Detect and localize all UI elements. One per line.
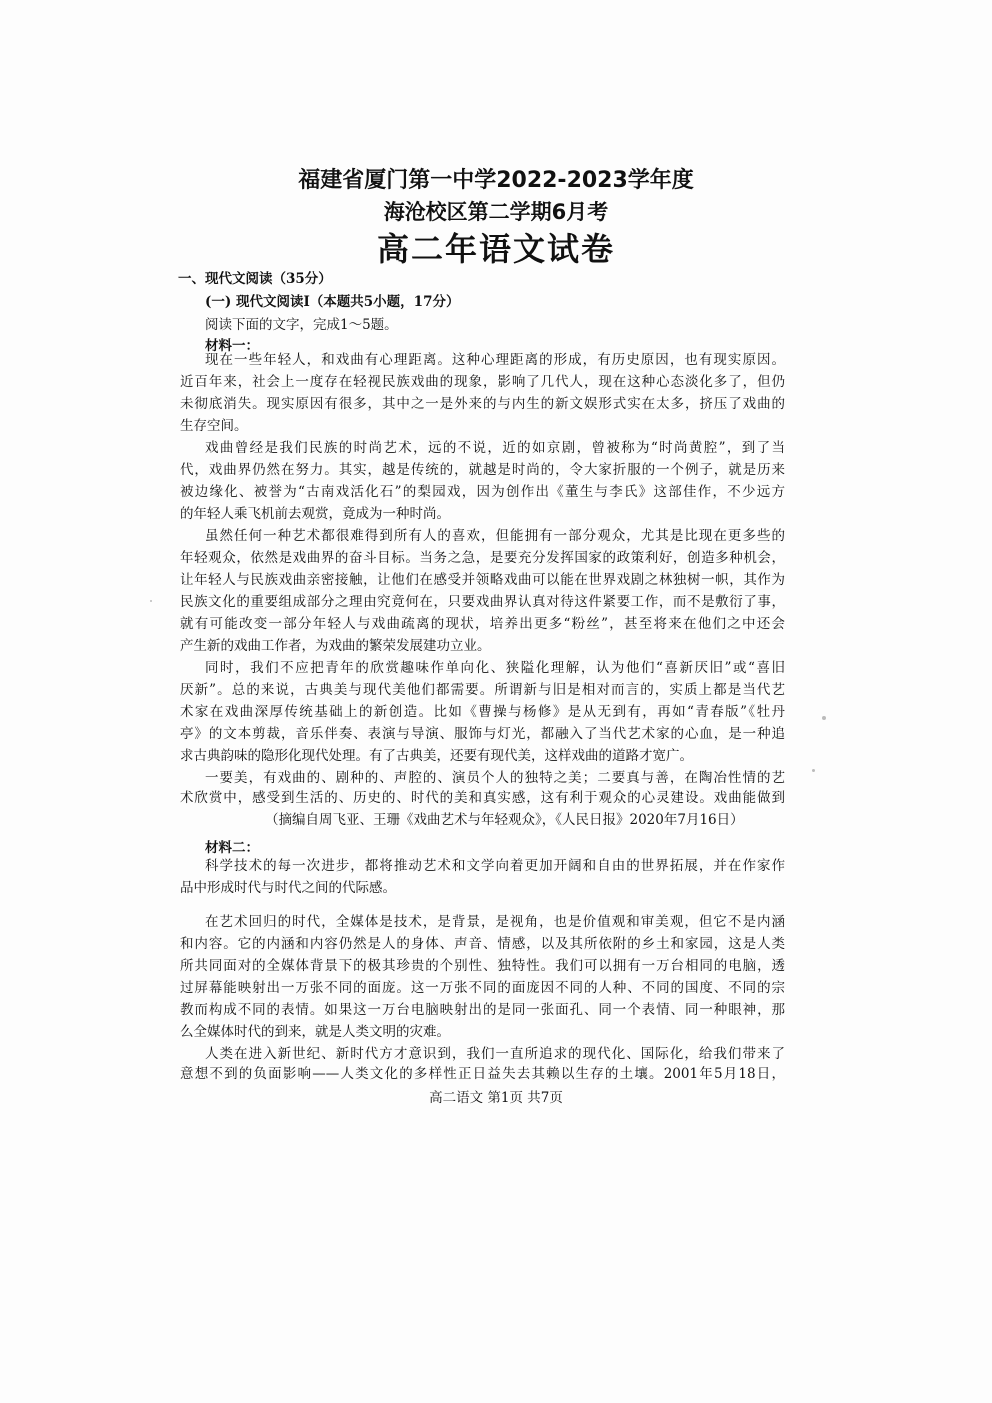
material-one-line: 让年轻人与民族戏曲亲密接触，让他们在感受并领略戏曲可以能在世界戏剧之林独树一帜，其作为 [180, 572, 785, 588]
material-one-line: 厌新”。总的来说，古典美与现代美他们都需要。所谓新与旧是相对而言的，实质上都是当代艺 [180, 682, 785, 698]
school-title: 福建省厦门第一中学2022-2023学年度 [298, 168, 694, 193]
reading-instruction: 阅读下面的文字，完成1～5题。 [205, 317, 398, 333]
section-heading: 一、现代文阅读（35分） [178, 271, 332, 287]
material-one-line: 就有可能改变一部分年轻人与戏曲疏离的现状，培养出更多“粉丝”，甚至将来在他们之中还会 [180, 616, 785, 632]
page-footer: 高二语文 第1页 共7页 [429, 1090, 563, 1106]
material-two-line: 意想不到的负面影响——人类文化的多样性正日益失去其赖以生存的土壤。2001年5月18日， [180, 1066, 785, 1082]
material-one-line: 被边缘化、被誉为“古南戏活化石”的梨园戏，因为创作出《董生与李氏》这部佳作，不少远方 [180, 484, 785, 500]
material-one-line: 近百年来，社会上一度存在轻视民族戏曲的现象，影响了几代人，现在这种心态淡化多了，但仍 [180, 374, 785, 390]
material-one-line: 的年轻人乘飞机前去观赏，竟成为一种时尚。 [180, 506, 450, 522]
material-one-line: 虽然任何一种艺术都很难得到所有人的喜欢，但能拥有一部分观众，尤其是比现在更多些的 [205, 528, 785, 544]
scan-speck [150, 600, 152, 602]
material-one-source: （摘编自周飞亚、王珊《戏曲艺术与年轻观众》，《人民日报》2020年7月16日） [265, 812, 744, 828]
material-two-label: 材料二： [205, 840, 259, 856]
material-one-line: 术家在戏曲深厚传统基础上的新创造。比如《曹操与杨修》是从无到有，再如“青春版”《牡丹 [180, 704, 785, 720]
material-two-line: 教而构成不同的表情。如果这一万台电脑映射出的是同一张面孔、同一个表情、同一种眼神，那 [180, 1002, 785, 1018]
subsection-heading: (一) 现代文阅读Ⅰ（本题共5小题，17分） [205, 294, 460, 310]
scan-speck [812, 769, 815, 772]
material-two-line: 科学技术的每一次进步，都将推动艺术和文学向着更加开阔和自由的世界拓展，并在作家作 [205, 858, 785, 874]
material-two-line: 么全媒体时代的到来，就是人类文明的灾难。 [180, 1024, 450, 1040]
material-two-line: 所共同面对的全媒体背景下的极其珍贵的个别性、独特性。我们可以拥有一万台相同的电脑，透 [180, 958, 785, 974]
material-one-line: 未彻底消失。现实原因有很多，其中之一是外来的与内生的新文娱形式实在太多，挤压了戏曲的 [180, 396, 785, 412]
material-one-line: 同时，我们不应把青年的欣赏趣味作单向化、狭隘化理解，认为他们“喜新厌旧”或“喜旧 [205, 660, 785, 676]
material-one-line: 代，戏曲界仍然在努力。其实，越是传统的，就越是时尚的，令大家折服的一个例子，就是历来 [180, 462, 785, 478]
exam-paper-title: 高二年语文试卷 [376, 230, 615, 268]
material-two-line: 过屏幕能映射出一万张不同的面庞。这一万张不同的面庞因不同的人种、不同的国度、不同的宗 [180, 980, 785, 996]
material-one-line: 戏曲曾经是我们民族的时尚艺术，远的不说，近的如京剧，曾被称为“时尚黄腔”，到了当 [205, 440, 785, 456]
material-one-line: 一要美，有戏曲的、剧种的、声腔的、演员个人的独特之美；二要真与善，在陶冶性情的艺 [205, 770, 785, 786]
material-two-line: 品中形成时代与时代之间的代际感。 [180, 880, 396, 896]
material-one-line: 民族文化的重要组成部分之理由究竟何在，只要戏曲界认真对待这件紧要工作，而不是敷衍了事， [180, 594, 785, 610]
material-two-line: 和内容。它的内涵和内容仍然是人的身体、声音、情感，以及其所依附的乡土和家园，这是人类 [180, 936, 785, 952]
material-one-line: 年轻观众，依然是戏曲界的奋斗目标。当务之急，是要充分发挥国家的政策利好，创造多种机会， [180, 550, 785, 566]
scan-speck [822, 716, 826, 720]
exam-session-title: 海沧校区第二学期6月考 [383, 200, 609, 224]
material-two-line: 人类在进入新世纪、新时代方才意识到，我们一直所追求的现代化、国际化，给我们带来了 [205, 1046, 785, 1062]
material-one-line: 现在一些年轻人，和戏曲有心理距离。这种心理距离的形成，有历史原因，也有现实原因。 [205, 352, 785, 368]
material-two-line: 在艺术回归的时代，全媒体是技术，是背景，是视角，也是价值观和审美观，但它不是内涵 [205, 914, 785, 930]
material-one-line: 术欣赏中，感受到生活的、历史的、时代的美和真实感，这有利于观众的心灵建设。戏曲能做到 [180, 790, 785, 806]
material-one-label: 材料一： [205, 338, 259, 354]
material-one-line: 求古典韵味的隐形化现代处理。有了古典美，还要有现代美，这样戏曲的道路才宽广。 [180, 748, 693, 764]
material-one-line: 生存空间。 [180, 418, 248, 434]
material-one-line: 亭》的文本剪裁，音乐伴奏、表演与导演、服饰与灯光，都融入了当代艺术家的心血，是一种追 [180, 726, 785, 742]
material-one-line: 产生新的戏曲工作者，为戏曲的繁荣发展建功立业。 [180, 638, 491, 654]
